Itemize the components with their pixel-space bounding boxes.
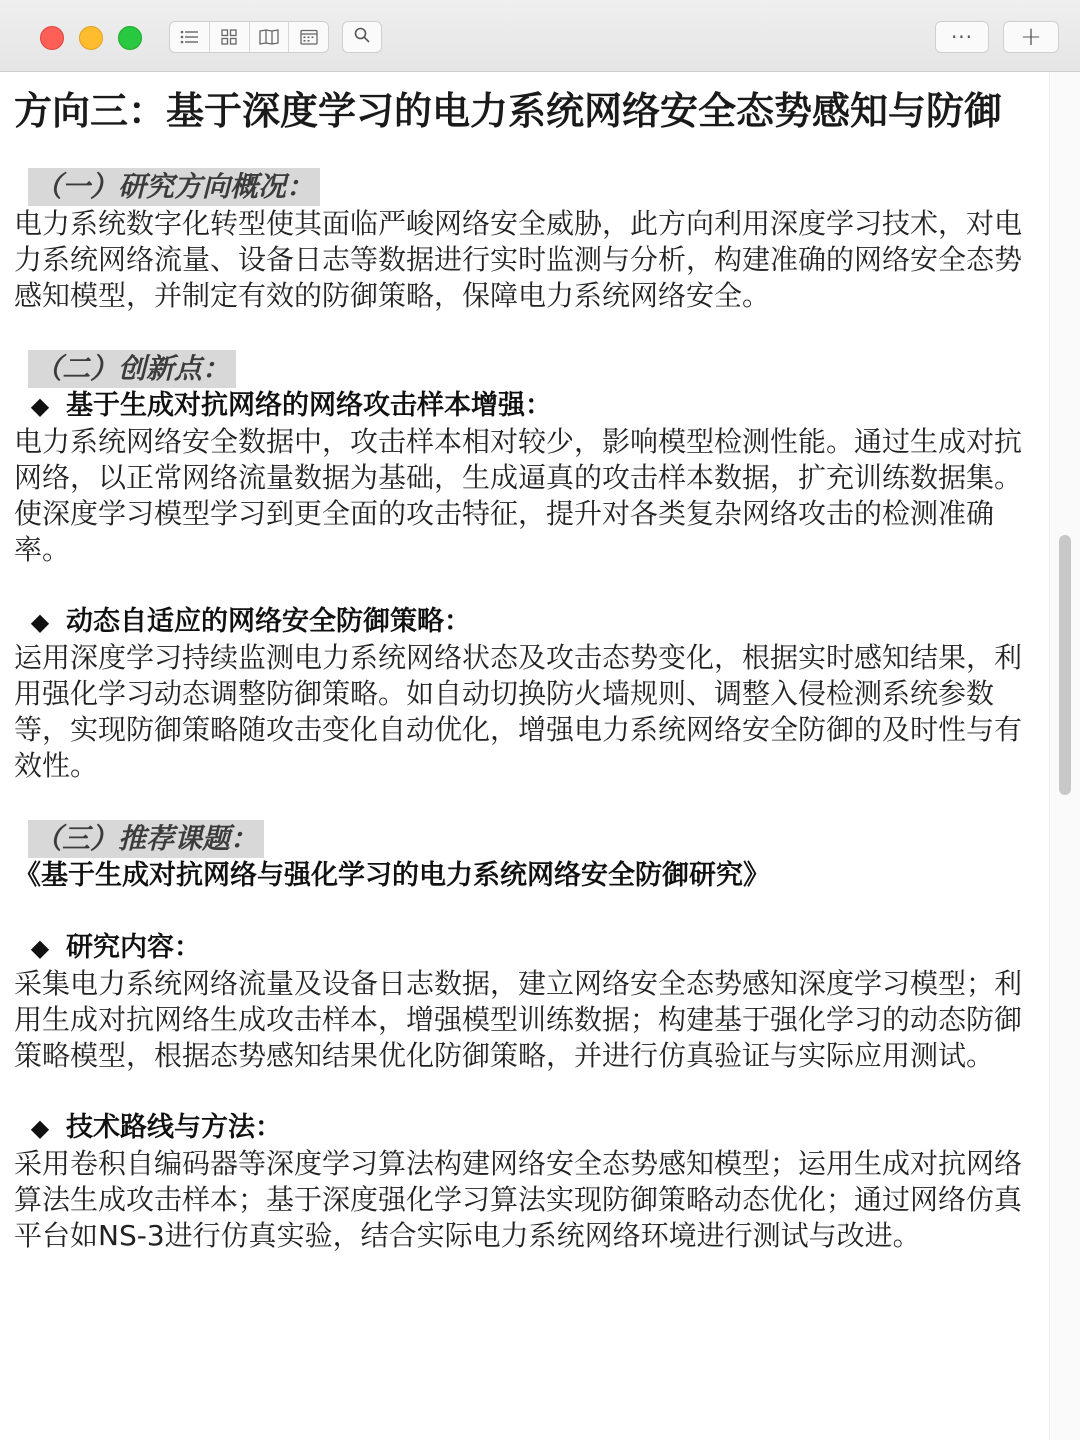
section-heading-innovations: （二）创新点：: [28, 350, 236, 388]
view-mode-segmented-control: [169, 21, 329, 53]
section-heading-overview: （一）研究方向概况：: [28, 168, 320, 206]
section-heading-recommended-topic: （三）推荐课题：: [28, 820, 264, 858]
more-options-button[interactable]: [935, 21, 989, 53]
section-overview-text: 电力系统数字化转型使其面临严峻网络安全威胁，此方向利用深度学习技术，对电力系统网络流量、设备日志等数据进行实时监测与分析，构建准确的网络安全态势感知模型，并制定有效的防御策略，保障电力系统网络安全。: [14, 207, 1023, 312]
calendar-icon[interactable]: [289, 22, 328, 52]
book-icon[interactable]: [250, 22, 290, 52]
diamond-bullet-icon: ◆: [30, 608, 50, 636]
add-button[interactable]: [1003, 21, 1059, 53]
zoom-window-button[interactable]: [118, 26, 142, 50]
search-button[interactable]: [342, 21, 382, 53]
document-body: [14, 88, 1026, 1254]
minimize-window-button[interactable]: [79, 26, 103, 50]
ellipsis-icon: ···: [950, 25, 974, 49]
innovation-item-2-heading: [14, 604, 1026, 640]
search-icon: [354, 27, 370, 47]
innovation-item-2-text: 运用深度学习持续监测电力系统网络状态及攻击态势变化，根据实时感知结果，利用强化学习动态调整防御策略。如自动切换防火墙规则、调整入侵检测系统参数等，实现防御策略随攻击变化自动优化，增强电力系统网络安全防御的及时性与有效性。: [14, 641, 1023, 782]
scrollbar-thumb[interactable]: [1059, 535, 1071, 795]
diamond-bullet-icon: ◆: [30, 934, 50, 962]
innovation-item-2-label: 动态自适应的网络安全防御策略：: [66, 606, 471, 637]
page-title: 方向三：基于深度学习的电力系统网络安全态势感知与防御: [14, 89, 1003, 133]
topic-item-1-text: 采集电力系统网络流量及设备日志数据，建立网络安全态势感知深度学习模型；利用生成对抗网络生成攻击样本，增强模型训练数据；构建基于强化学习的动态防御策略模型，根据态势感知结果优化防御策略，并进行仿真验证与实际应用测试。: [14, 967, 1023, 1072]
topic-item-2-text: 采用卷积自编码器等深度学习算法构建网络安全态势感知模型；运用生成对抗网络算法生成攻击样本；基于深度强化学习算法实现防御策略动态优化；通过网络仿真平台如NS-3进行仿真实验，结合实际电力系统网络环境进行测试与改进。: [14, 1147, 1023, 1252]
diamond-bullet-icon: ◆: [30, 392, 50, 420]
topic-item-2-heading: [14, 1110, 1026, 1146]
plus-icon: +: [1020, 22, 1042, 52]
window-toolbar: [0, 0, 1080, 72]
diamond-bullet-icon: ◆: [30, 1114, 50, 1142]
recommended-topic-title: 《基于生成对抗网络与强化学习的电力系统网络安全防御研究》: [14, 860, 770, 891]
innovation-item-1-heading: [14, 388, 1026, 424]
list-icon[interactable]: [170, 22, 210, 52]
innovation-item-1-label: 基于生成对抗网络的网络攻击样本增强：: [66, 390, 552, 421]
vertical-scrollbar[interactable]: [1049, 72, 1080, 1440]
close-window-button[interactable]: [40, 26, 64, 50]
topic-item-1-label: 研究内容：: [66, 932, 201, 963]
topic-item-1-heading: [14, 930, 1026, 966]
innovation-item-1-text: 电力系统网络安全数据中，攻击样本相对较少，影响模型检测性能。通过生成对抗网络，以正常网络流量数据为基础，生成逼真的攻击样本数据，扩充训练数据集。使深度学习模型学习到更全面的攻击特征，提升对各类复杂网络攻击的检测准确率。: [14, 425, 1023, 566]
topic-item-2-label: 技术路线与方法：: [66, 1112, 282, 1143]
grid-icon[interactable]: [210, 22, 250, 52]
